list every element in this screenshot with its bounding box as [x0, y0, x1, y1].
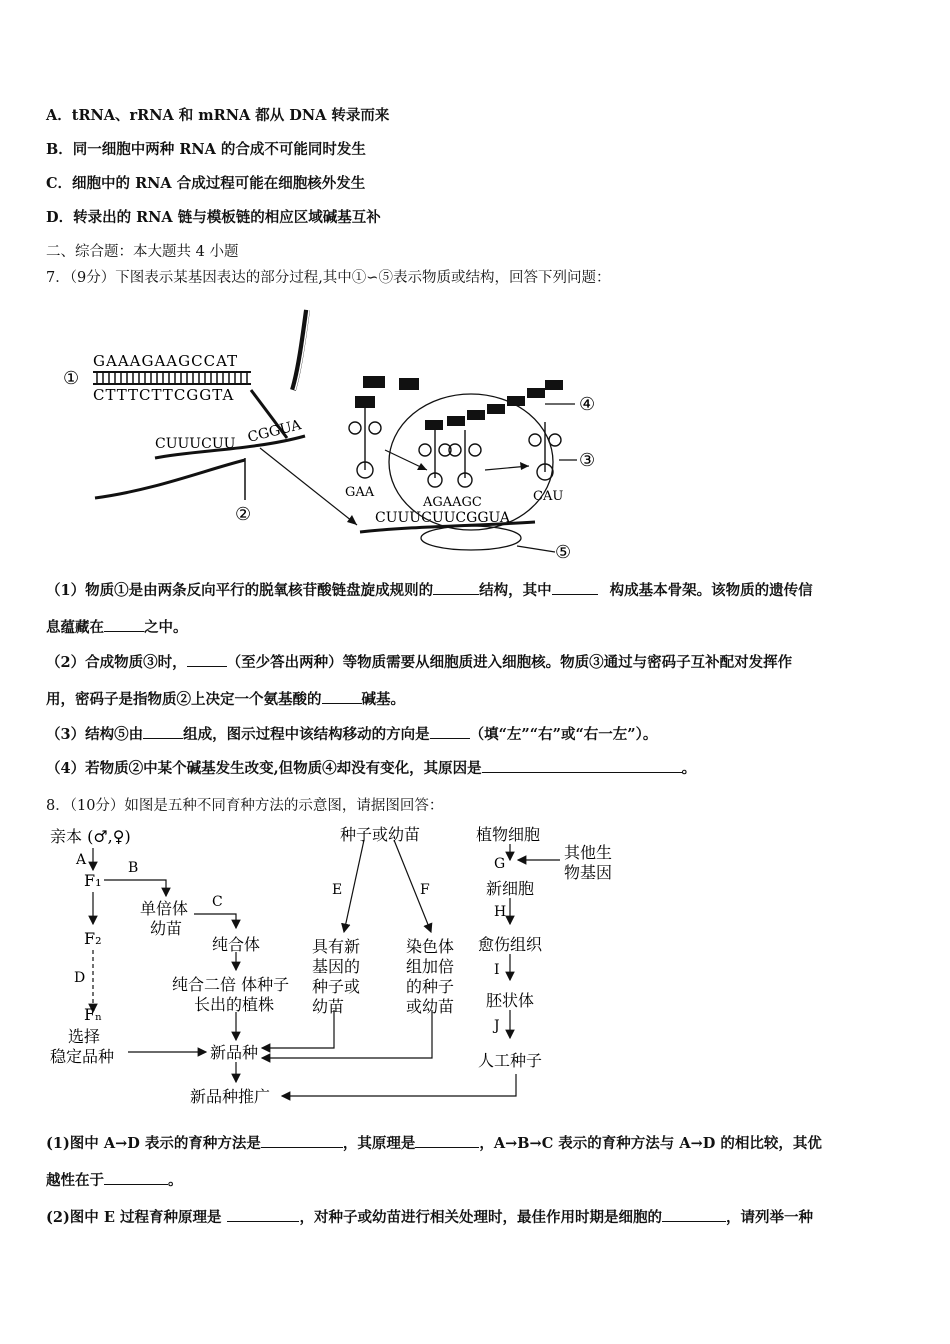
mrna-left-tail: CGGUA — [246, 417, 303, 446]
other-1: 其他生 — [564, 843, 613, 862]
q8-stem: 8．（10分）如图是五种不同育种方法的示意图，请据图回答： — [46, 798, 444, 814]
choice-b: B．同一细胞中两种 RNA 的合成不可能同时发生 — [46, 141, 366, 158]
choice-c: C．细胞中的 RNA 合成过程可能在细胞核外发生 — [46, 175, 366, 192]
chrom-4: 或幼苗 — [406, 997, 455, 1016]
label-4: ④ — [579, 394, 596, 415]
artificial-seed: 人工种子 — [478, 1051, 543, 1070]
label-I: I — [494, 962, 500, 978]
anticodon-3: CAU — [533, 489, 564, 504]
anticodon-2: AGAAGC — [423, 495, 482, 510]
label-3: ③ — [579, 450, 596, 471]
answer-blank[interactable] — [482, 758, 682, 773]
answer-blank[interactable] — [143, 724, 183, 739]
answer-blank[interactable] — [662, 1207, 726, 1222]
q7-sub4: （4）若物质②中某个碱基发生改变,但物质④却没有变化，其原因是 。 — [46, 760, 697, 777]
dna-bottom-seq: CTTTCTTCGGTA — [93, 386, 235, 404]
answer-blank[interactable] — [433, 580, 479, 595]
q8-sub2: (2)图中 E 过程育种原理是 ，对种子或幼苗进行相关处理时，最佳作用时期是细胞的 ，请列举一种 — [46, 1209, 813, 1226]
label-E: E — [332, 882, 343, 898]
section-title: 二、综合题：本大题共 4 小题 — [46, 244, 239, 260]
mrna-right-seq: CUUUCUUCGGUA — [375, 510, 510, 526]
label-5: ⑤ — [555, 542, 572, 563]
answer-blank[interactable] — [430, 724, 470, 739]
label-A: A — [76, 852, 87, 868]
parent: 亲本 (♂,♀) — [50, 827, 131, 846]
q7-stem: 7．（9分）下图表示某基因表达的部分过程,其中①∽⑤表示物质或结构，回答下列问题： — [46, 270, 611, 286]
newgene-4: 幼苗 — [312, 997, 345, 1016]
new-cell: 新细胞 — [486, 879, 535, 898]
haploid-2: 幼苗 — [150, 919, 183, 938]
answer-blank[interactable] — [552, 580, 598, 595]
select-1: 选择 — [68, 1027, 101, 1046]
label-F: F — [420, 882, 430, 898]
answer-blank[interactable] — [227, 1207, 299, 1222]
seed: 种子或幼苗 — [340, 825, 421, 844]
new-variety: 新品种 — [210, 1043, 259, 1062]
choice-a: A．tRNA、rRNA 和 mRNA 都从 DNA 转录而来 — [46, 107, 390, 124]
chrom-3: 的种子 — [406, 977, 455, 996]
q7-sub2: （2）合成物质③时， （至少答出两种）等物质需要从细胞质进入细胞核。物质③通过与密码子互补配对发挥作 用，密码子是指物质②上决定一个氨基酸的 碱基。 — [46, 654, 793, 708]
mrna-left-seq: CUUUCUU — [155, 436, 236, 452]
answer-blank[interactable] — [187, 652, 227, 667]
label-1: ① — [63, 368, 80, 389]
q7-sub1: （1）物质①是由两条反向平行的脱氧核苷酸链盘旋成规则的 结构，其中 构成基本骨架。该物质的遗传信 息蕴藏在 之中。 — [46, 582, 813, 636]
label-F1: F₁ — [84, 871, 102, 890]
anticodon-1: GAA — [345, 485, 375, 500]
callus: 愈伤组织 — [478, 935, 543, 954]
chrom-1: 染色体 — [406, 937, 455, 956]
plant-cell: 植物细胞 — [476, 825, 541, 844]
newgene-1: 具有新 — [312, 937, 361, 956]
q8-figure — [46, 820, 646, 1120]
select-2: 稳定品种 — [50, 1047, 115, 1066]
pure: 纯合体 — [212, 935, 261, 954]
answer-blank[interactable] — [261, 1133, 343, 1148]
label-B: B — [128, 860, 139, 876]
answer-blank[interactable] — [322, 689, 362, 704]
label-C: C — [212, 894, 223, 910]
chrom-2: 组加倍 — [406, 957, 455, 976]
q8-sub1: (1)图中 A→D 表示的育种方法是 ，其原理是 ，A→B→C 表示的育种方法与 A→D 的相比较，其优 越性在于 。 — [46, 1135, 822, 1189]
q7-figure — [55, 300, 615, 568]
promote: 新品种推广 — [190, 1087, 271, 1106]
answer-blank[interactable] — [415, 1133, 479, 1148]
label-D: D — [74, 970, 86, 986]
diploid-2: 长出的植株 — [194, 995, 275, 1014]
dna-top-seq: GAAAGAAGCCAT — [93, 352, 239, 370]
other-2: 物基因 — [564, 863, 613, 882]
label-Fn: Fₙ — [84, 1005, 103, 1024]
label-G: G — [494, 856, 506, 872]
q7-sub3: （3）结构⑤由 组成，图示过程中该结构移动的方向是 （填“左”“右”或“右一左”）。 — [46, 726, 658, 743]
diploid-1: 纯合二倍 体种子 — [172, 975, 290, 994]
answer-blank[interactable] — [104, 1170, 168, 1185]
haploid-1: 单倍体 — [140, 899, 189, 918]
label-F2: F₂ — [84, 929, 102, 948]
newgene-3: 种子或 — [312, 977, 361, 996]
newgene-2: 基因的 — [312, 957, 361, 976]
choice-d: D．转录出的 RNA 链与模板链的相应区域碱基互补 — [46, 209, 381, 226]
label-H: H — [494, 904, 507, 920]
label-2: ② — [235, 504, 252, 525]
answer-blank[interactable] — [104, 617, 144, 632]
label-J: J — [494, 1018, 500, 1034]
embryo: 胚状体 — [486, 991, 535, 1010]
